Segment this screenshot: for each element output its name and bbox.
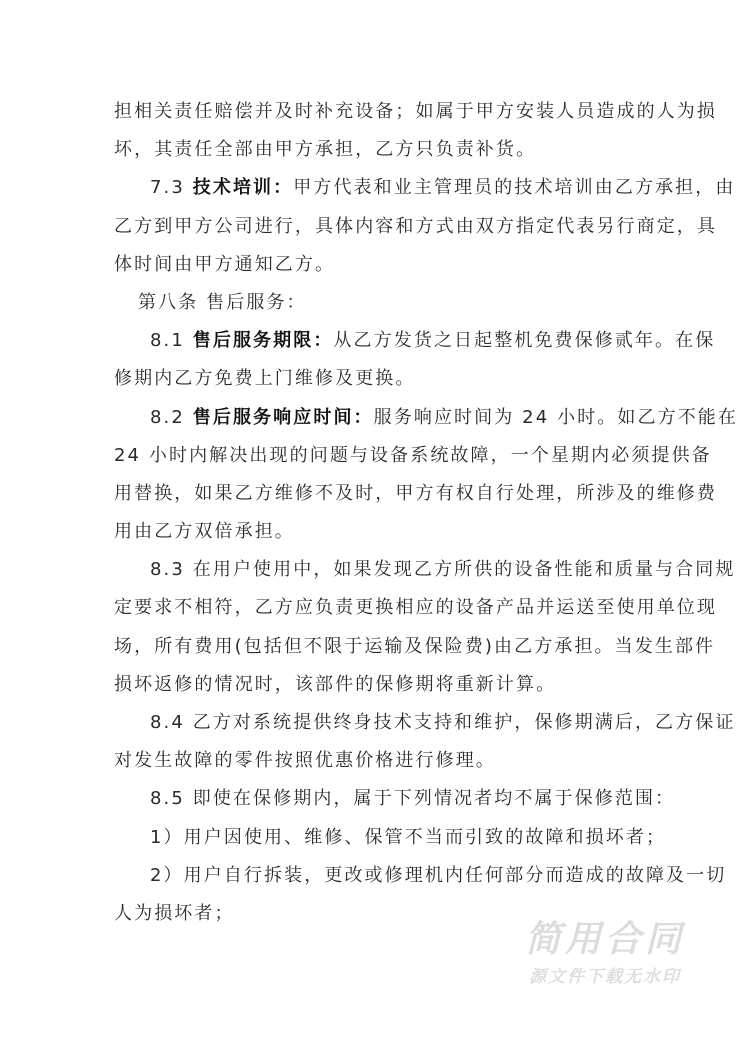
text-line: 坏，其责任全部由甲方承担，乙方只负责补货。 [114,139,537,161]
clause-text: 从乙方发货之日起整机免费保修贰年。在保 [333,330,716,352]
clause-heading: 售后服务期限： [192,330,334,352]
text-line: 体时间由甲方通知乙方。 [114,253,336,275]
text-line: 24 小时内解决出现的问题与设备系统故障，一个星期内必须提供备 [114,444,712,466]
list-item-2: 2）用户自行拆装，更改或修理机内任何部分而造成的故障及一切 [150,864,727,886]
text-line: 损坏返修的情况时，该部件的保修期将重新计算。 [114,673,557,695]
clause-number: 8.1 [150,330,193,352]
watermark-subtitle: 源文件下载无水印 [529,967,681,987]
clause-number: 8.2 [150,406,193,428]
clause-8-1 [114,322,716,360]
clause-text: 服务响应时间为 24 小时。如乙方不能在 [373,406,739,428]
clause-text: 甲方代表和业主管理员的技术培训由乙方承担，由 [293,177,736,199]
list-item-1: 1）用户因使用、维修、保管不当而引致的故障和损坏者； [150,826,667,848]
text-line: 场，所有费用(包括但不限于运输及保险费)由乙方承担。当发生部件 [114,635,716,657]
contract-body [114,93,739,933]
article-8-heading: 第八条 售后服务： [138,291,307,313]
text-line: 乙方到甲方公司进行，具体内容和方式由双方指定代表另行商定，具 [114,215,717,237]
text-line: 修期内乙方免费上门维修及更换。 [114,368,416,390]
clause-7-3 [114,169,736,207]
clause-heading: 技术培训： [192,177,294,199]
text-line: 担相关责任赔偿并及时补充设备；如属于甲方安装人员造成的人为损 [114,101,717,122]
text-line: 人为损坏者； [114,902,235,924]
text-line: 对发生故障的零件按照优惠价格进行修理。 [114,750,496,772]
text-line: 定要求不相符，乙方应负责更换相应的设备产品并运送至使用单位现 [114,597,717,619]
clause-8-3: 8.3 在用户使用中，如果发现乙方所供的设备性能和质量与合同规 [150,559,736,581]
clause-heading: 售后服务响应时间： [192,406,374,428]
text-line: 用替换，如果乙方维修不及时，甲方有权自行处理，所涉及的维修费 [114,482,717,504]
clause-8-5: 8.5 即使在保修期内，属于下列情况者均不属于保修范围： [150,788,676,810]
watermark-title: 简用合同 [524,919,685,960]
clause-8-2 [114,399,739,437]
clause-number: 7.3 [150,177,193,199]
clause-8-4: 8.4 乙方对系统提供终身技术支持和维护，保修期满后，乙方保证 [150,712,736,733]
watermark [510,918,700,992]
text-line: 用由乙方双倍承担。 [114,521,295,543]
